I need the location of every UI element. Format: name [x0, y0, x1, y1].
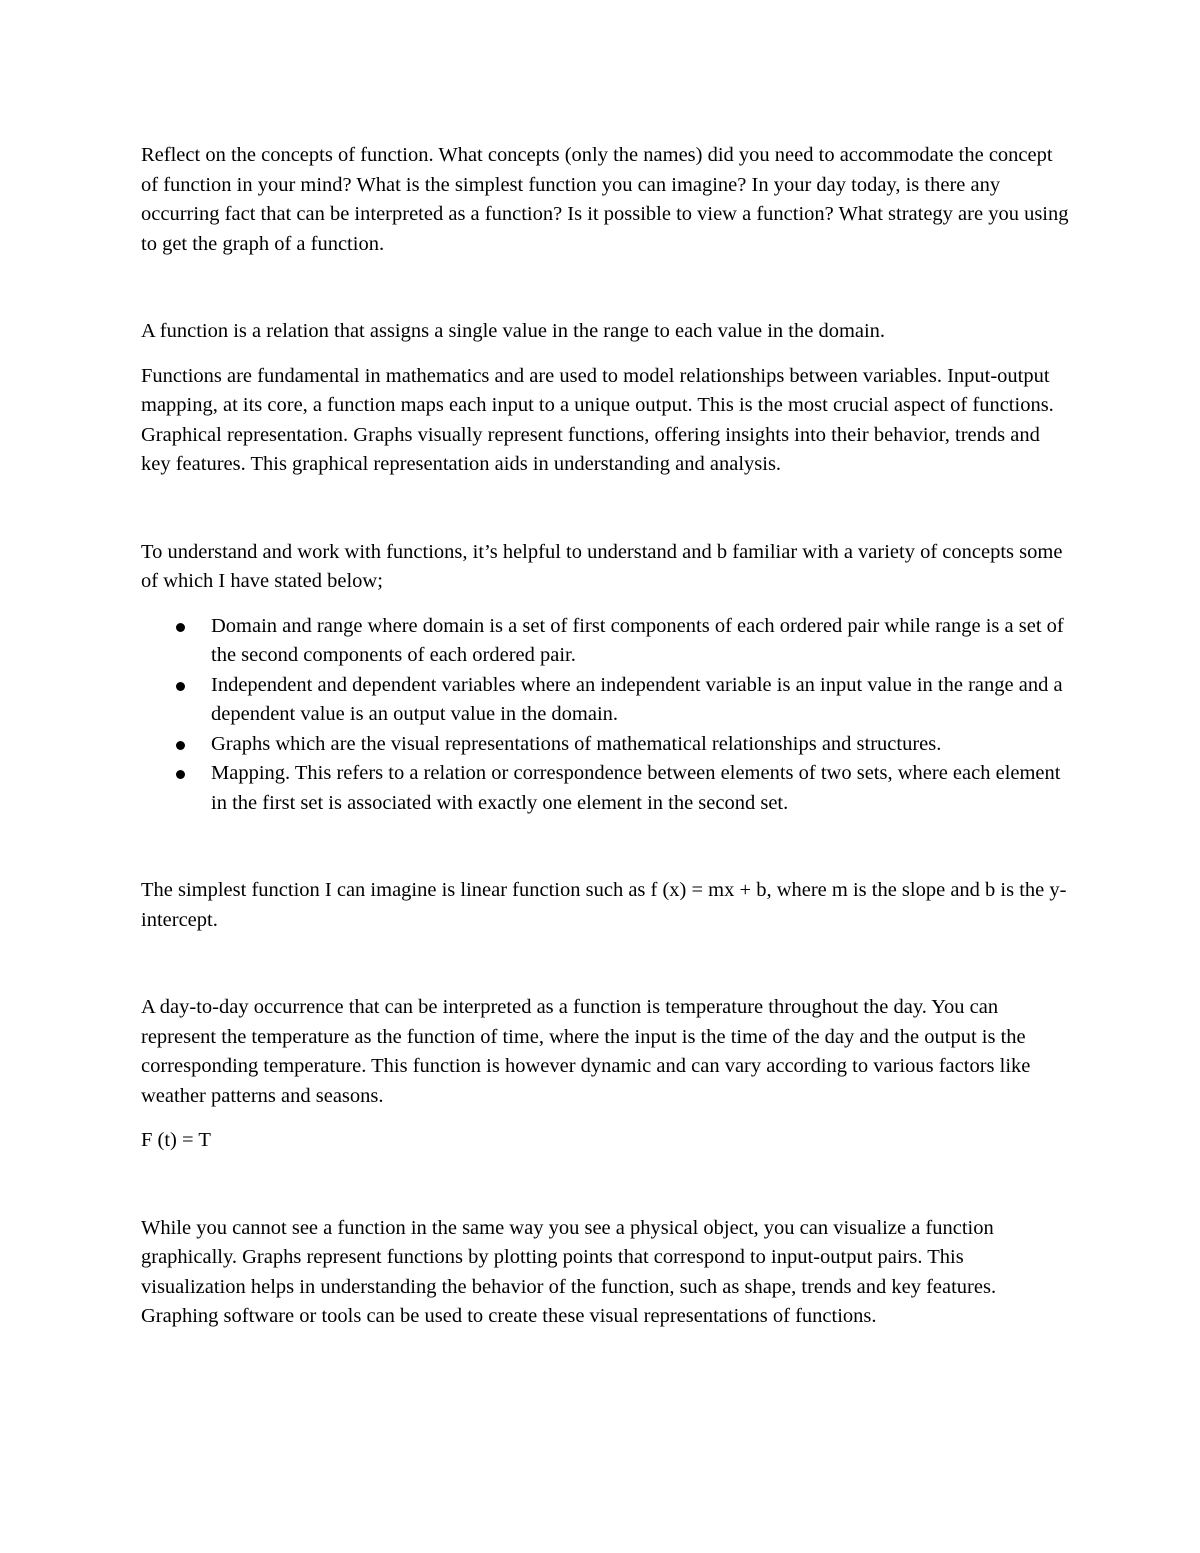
definition-paragraph: A function is a relation that assigns a single value in the range to each value in the domain. — [141, 320, 886, 342]
bullet-icon — [176, 770, 185, 779]
formula-line: F (t) = T — [141, 1129, 211, 1151]
list-item-text: Domain and range where domain is a set of first components of each ordered pair while range is a set of the second components of each ordered pair. — [211, 614, 1064, 666]
visualize-paragraph: While you cannot see a function in the same way you see a physical object, you can visualize a function graphically. Graphs represent functions by plotting points that correspond to input-output pairs. This visualization helps in understanding the behavior of the function, such as shape, trends and key features. Graphing software or tools can be used to create these visual representations of functions. — [141, 1216, 997, 1327]
bullet-icon — [176, 623, 185, 632]
concepts-intro-paragraph: To understand and work with functions, it’s helpful to understand and b familiar with a variety of concepts some of which I have stated below; — [141, 540, 1063, 592]
list-item — [141, 730, 1071, 760]
document-body — [141, 141, 1071, 1332]
list-item — [141, 671, 1071, 730]
simplest-function-paragraph: The simplest function I can imagine is linear function such as f (x) = mx + b, where m is the slope and b is the y- intercept. — [141, 879, 1067, 931]
question-paragraph: Reflect on the concepts of function. What concepts (only the names) did you need to accommodate the concept of function in your mind? What is the simplest function you can imagine? In your day today, is there any occurring fact that can be interpreted as a function? Is it possible to view a function? What strategy are you using to get the graph of a function. — [141, 144, 1069, 255]
list-item — [141, 612, 1071, 671]
list-item-text: Independent and dependent variables where an independent variable is an input value in the range and a dependent value is an output value in the domain. — [211, 673, 1063, 725]
fundamentals-paragraph: Functions are fundamental in mathematics and are used to model relationships between variables. Input-output mapping, at its core, a function maps each input to a unique output. This is the most crucial aspect of functions. Graphical representation. Graphs visually represent functions, offering insights into their behavior, trends and key features. This graphical representation aids in understanding and analysis. — [141, 364, 1054, 475]
bullet-icon — [176, 682, 185, 691]
list-item-text: Graphs which are the visual representations of mathematical relationships and structures. — [211, 732, 942, 755]
bullet-icon — [176, 741, 185, 750]
concepts-list — [141, 612, 1071, 819]
list-item — [141, 759, 1071, 818]
day-to-day-paragraph: A day-to-day occurrence that can be interpreted as a function is temperature throughout the day. You can represent the temperature as the function of time, where the input is the time of the day and the output is the corresponding temperature. This function is however dynamic and can vary according to various factors like weather patterns and seasons. — [141, 996, 1031, 1107]
list-item-text: Mapping. This refers to a relation or correspondence between elements of two sets, where each element in the first set is associated with exactly one element in the second set. — [211, 762, 1061, 814]
